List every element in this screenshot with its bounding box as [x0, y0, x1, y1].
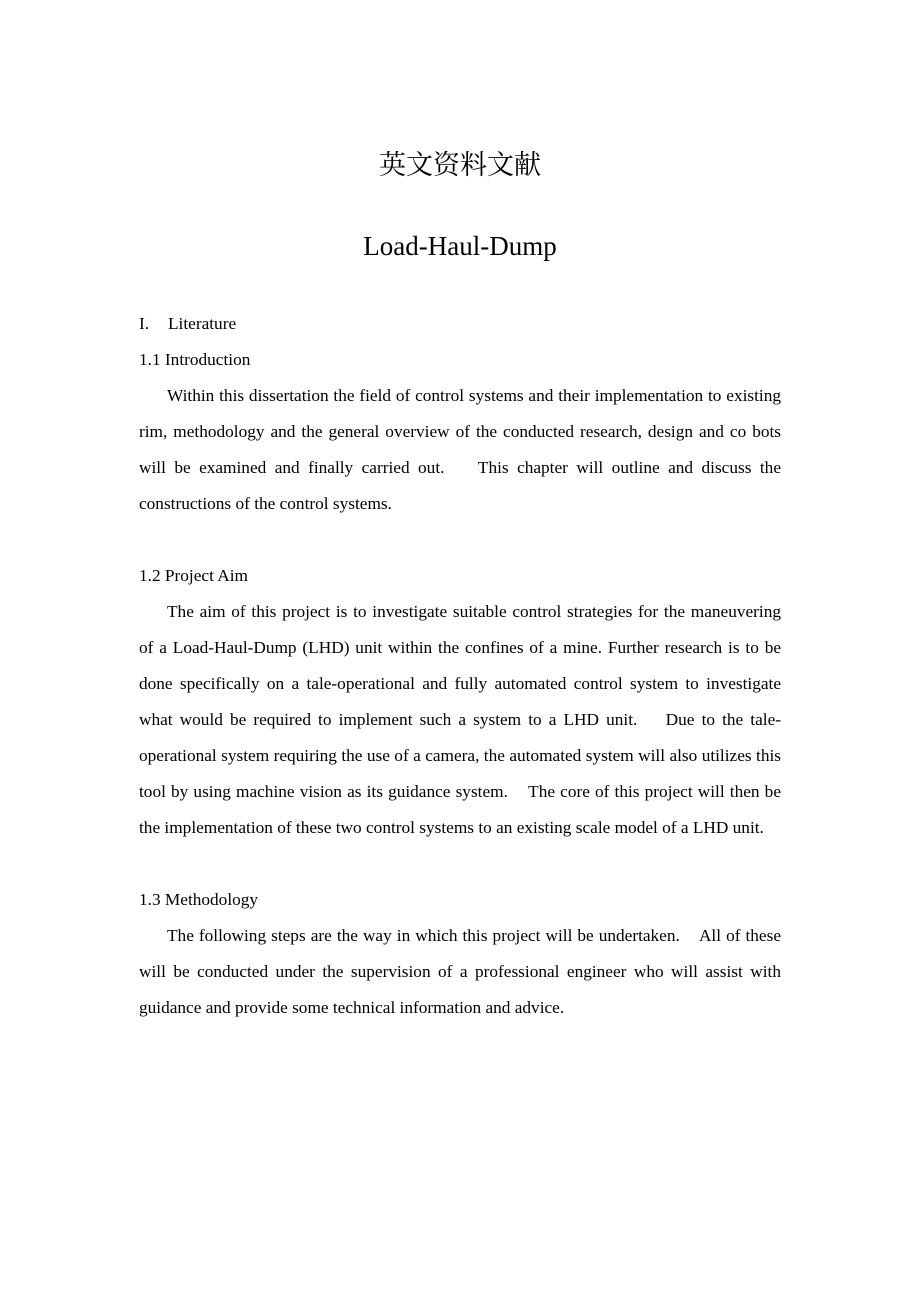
section-paragraph-wrapper: [139, 378, 781, 522]
chapter-number: I.: [139, 314, 150, 333]
section-project-aim: [139, 558, 781, 846]
section-paragraph: The following steps are the way in which this project will be undertaken. All of these will be conducted under the supervision of a professional engineer who will assist with guidance and provide some technical information and advice.: [139, 926, 781, 1017]
chapter-title: Literature: [168, 314, 237, 333]
english-title: Load-Haul-Dump: [363, 231, 557, 261]
section-paragraph-wrapper: [139, 594, 781, 846]
section-paragraph: Within this dissertation the field of control systems and their implementation to existing rim, methodology and the general overview of the conducted research, design and co bots will be examined and finally carried out. This chapter will outline and discuss the constructions of the control systems.: [139, 386, 781, 513]
chapter-heading: [139, 306, 781, 342]
chinese-title: 英文资料文献: [379, 150, 541, 181]
section-paragraph-wrapper: [139, 918, 781, 1026]
section-paragraph: The aim of this project is to investigate suitable control strategies for the maneuvering of a Load-Haul-Dump (LHD) unit within the confines of a mine. Further research is to be done specifically on a tale-operational and fully automated control system to investigate what would be required to implement such a system to a LHD unit. Due to the tale-operational system requiring the use of a camera, the automated system will also utilizes this tool by using machine vision as its guidance system. The core of this project will then be the implementation of these two control systems to an existing scale model of a LHD unit.: [139, 602, 781, 837]
section-heading: 1.2 Project Aim: [139, 566, 248, 585]
section-heading: 1.1 Introduction: [139, 350, 251, 369]
section-introduction: [139, 342, 781, 522]
section-methodology: [139, 882, 781, 1026]
spacer: [139, 522, 781, 558]
spacer: [139, 846, 781, 882]
section-heading: 1.3 Methodology: [139, 890, 259, 909]
document-body: [139, 306, 781, 1026]
